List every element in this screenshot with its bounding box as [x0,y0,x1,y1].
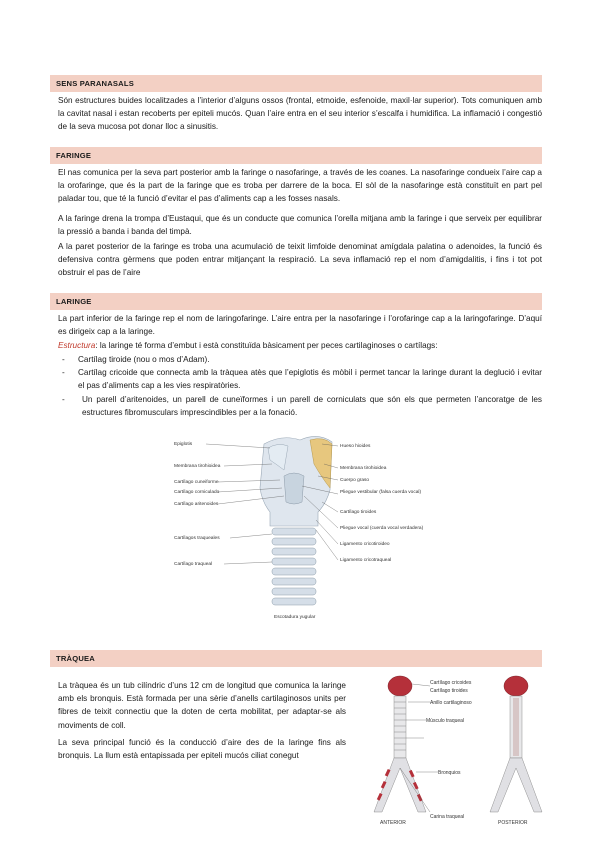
paragraph-faringe-3: A la paret posterior de la faringe es troba una acumulació de teixit limfoide denominat amígdala palatina o adenoides, la funció és defensiva contra gèrmens que poden entrar mitjançant la respiració. La seva inflamació rep el nom d’amigdalitis, i fins i tot pot obstruir el pas de l’aire [58,242,542,278]
larynx-caption: Escotadura yugular [274,615,316,620]
paragraph-laringe-1: La part inferior de la faringe rep el nom de laringofaringe. L’aire entra per la nasofaringe i l’orofaringe cap a la laringofaringe. D’aquí es dirigeix cap a la laringe. [58,314,542,337]
larynx-label: Pliegue vocal (cuerda vocal verdadera) [340,526,424,531]
trachea-label: Cartílago tiroides [430,688,468,694]
larynx-label: Hueso hioides [340,444,371,449]
paragraph-faringe-1: El nas comunica per la seva part posterior amb la faringe o nasofaringe, a través de les coanes. La nasofaringe condueix l’aire cap a la orofaringe, que és la part de la faringe que es troba per darrere de la boca. El sòl de la nasofaringe està constituït en part pel paladar tou, que té la funció d’evitar el pas d’aliments cap a les fosses nasals. [58,168,542,204]
larynx-label: Cartílago aritenoides [174,502,219,507]
trachea-anatomy-figure [370,672,550,826]
estructura-text: : la laringe té forma d’embut i està constituïda bàsicament per peces cartilaginoses o cartílags: [95,341,438,350]
section-header-sens-paranasals: SENS PARANASALS [50,75,542,92]
larynx-label: Ligamento cricotraqueal [340,558,392,563]
trachea-label: Carina traqueal [430,814,465,820]
trachea-label: Anillo cartilaginoso [430,700,472,706]
list-item: - Un parell d’aritenoides, un parell de cuneïformes i un parell de corniculats que són els que permeten l’ancoratge de les estructures fibromusculars imprescindibles per a la fonació. [62,393,542,419]
trachea-view-posterior: POSTERIOR [498,820,528,826]
list-item: - Cartílag tiroide (nou o mos d’Adam). [62,353,542,366]
larynx-label: Cartílago traqueal [174,562,213,567]
larynx-label: Pliegue vestibular (falsa cuerda vocal) [340,490,422,495]
larynx-label: Cartílago cuneiforme [174,480,219,485]
larynx-label: Epiglotis [174,442,193,447]
paragraph-traquea-1: La tràquea és un tub cilíndric d’uns 12 cm de longitud que comunica la laringe amb els bronquis. Està formada per una sèrie d’anells cartilaginosos units per fibres de teixit connectiu que la doten de certa mobilitat, per adaptar-se als moviments de coll. [58,681,346,730]
section-header-traquea: TRÀQUEA [50,650,542,667]
paragraph-sens-paranasals: Són estructures buides localitzades a l’interior d’alguns ossos (frontal, etmoide, esfenoide, maxil·lar superior). Tots comuniquen amb la cavitat nasal i estan recoberts per epiteli mucós. Quan l’aire entra en el seu interior s’escalfa i humidifica. La inflamació i congestió de la seva mucosa pot donar lloc a sinusitis. [58,96,542,132]
trachea-view-anterior: ANTERIOR [380,820,406,826]
laringe-bullet-list [62,353,542,419]
section-header-laringe: LARINGE [50,293,542,310]
larynx-label: Ligamento cricotiroideo [340,542,390,547]
trachea-label: Bronquios [438,770,461,776]
section-header-faringe: FARINGE [50,147,542,164]
list-item: - Cartílag cricoide que connecta amb la tràquea atès que l’epiglotis és mòbil i permet tancar la laringe durant la deglució i evitar el pas d’aliments cap a les vies respiratòries. [62,366,542,392]
larynx-label: Cuerpo graso [340,478,370,483]
larynx-anatomy-figure [172,430,430,622]
larynx-label: Cartílago corniculado [174,490,220,495]
larynx-label: Cartílagos traqueales [174,536,220,541]
larynx-label: Cartílago tiroides [340,510,377,515]
larynx-label: Membrana tirohioidea [340,466,387,471]
larynx-label: Membrana tirohioidea [174,464,221,469]
estructura-lead: Estructura [58,341,96,350]
paragraph-traquea-2: La seva principal funció és la conducció d’aire des de la laringe fins als bronquis. La llum està entapissada per epiteli mucós ciliat conegut [58,738,346,761]
paragraph-faringe-2: A la faringe drena la trompa d’Eustaqui, que és un conducte que comunica l’orella mitjana amb la faringe i que serveix per equilibrar la pressió a banda i banda del timpà. [58,214,542,237]
trachea-label: Cartílago cricoides [430,680,472,686]
paragraph-laringe-estructura [58,339,542,352]
trachea-label: Músculo traqueal [426,718,465,724]
